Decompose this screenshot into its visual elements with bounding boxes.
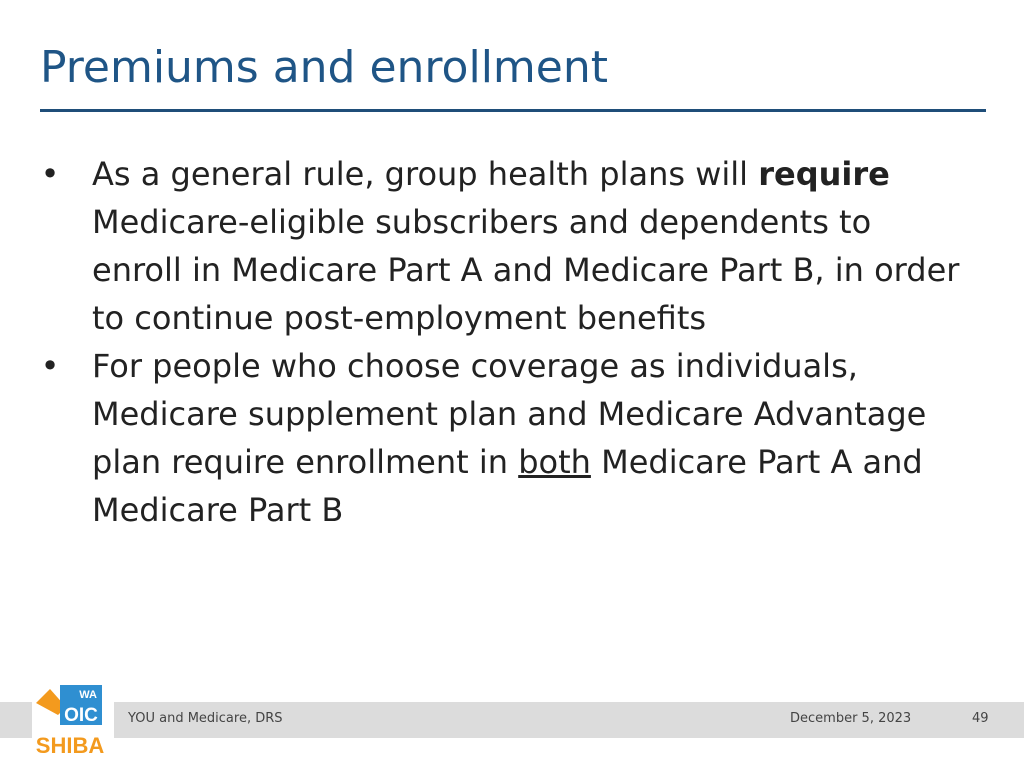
- footer-page-number: 49: [972, 711, 989, 726]
- oic-shiba-logo-icon: [36, 685, 104, 757]
- bullet-emphasis: both: [518, 443, 591, 481]
- bullet-marker: •: [40, 347, 60, 385]
- bullet-text: As a general rule, group health plans will: [92, 155, 759, 193]
- bullet-item: [40, 150, 970, 342]
- slide-title: Premiums and enrollment: [40, 42, 608, 93]
- footer-bar-left: [0, 702, 32, 738]
- bullet-text: Medicare-eligible subscribers and dependents to enroll in Medicare Part A and Medicare Part B, in order to continue post-employment benefits: [92, 203, 960, 337]
- bullet-text: For people who choose coverage as individuals, Medicare supplement plan and Medicare Advantage plan require enrollment in: [92, 347, 927, 481]
- logo-wa-text: WA: [79, 689, 97, 701]
- logo-oic-text: OIC: [64, 705, 98, 726]
- logo-shiba-text: SHIBA: [36, 733, 104, 757]
- title-divider: [40, 109, 986, 112]
- footer-date: December 5, 2023: [790, 711, 912, 726]
- bullet-marker: •: [40, 155, 60, 193]
- bullet-list: [40, 150, 970, 534]
- footer-presentation-title: YOU and Medicare, DRS: [128, 711, 283, 726]
- bullet-text: Medicare Part A and Medicare Part B: [92, 443, 923, 529]
- bullet-emphasis: require: [758, 155, 890, 193]
- bullet-item: [40, 342, 970, 534]
